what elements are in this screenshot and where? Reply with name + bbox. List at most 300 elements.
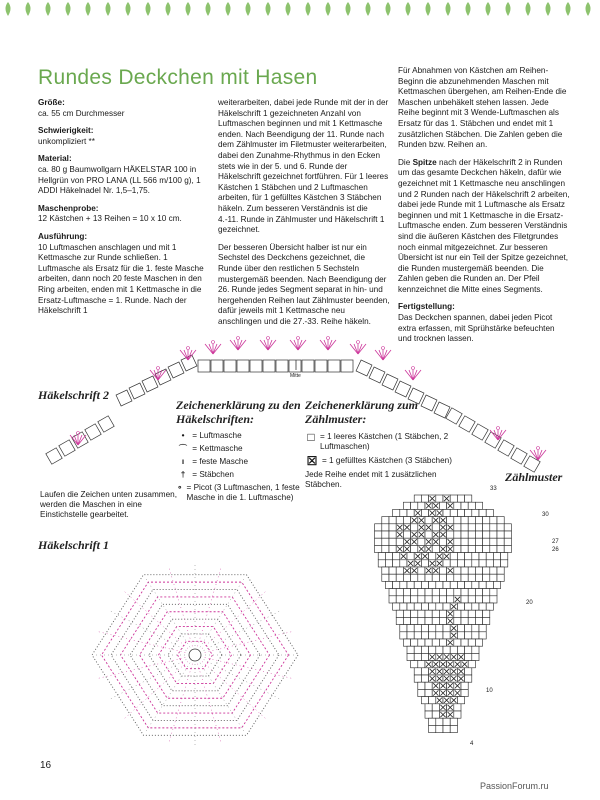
edging-stitch — [294, 340, 298, 350]
grid-cell-empty — [461, 574, 468, 581]
grid-cell-empty — [454, 711, 461, 718]
grid-cell-empty — [483, 596, 490, 603]
grid-cell-empty — [468, 661, 475, 668]
grid-cell-empty — [421, 632, 428, 639]
grid-cell-empty — [475, 517, 482, 524]
leaf-icon — [326, 2, 331, 16]
edging-stitch — [328, 340, 336, 350]
instructions-text-2: weiterarbeiten, dabei jede Runde mit der in der Häkelschrift 1 gezeichneten Anzahl von Luftmaschen beginnen und mit 1 Kettmasche enden. Nach Beendigung der 11. Runde nach dem Zählmuster im Filetmuster weiterarbeiten, dabei den Zunahme-Rhythmus in den Ecken stets wie in der 5. und 6. Runde der Häkelschrift gezeichnet fortführen. Für 1 leeres Kästchen 1 Stäbchen und 2 Luftmaschen arbeiten, für 1 gefülltes Kästchen 3 Stäbchen häkeln. Zum besseren Verständnis ist die 4.-11. Runde in Zählmuster und Häkelschrift 1 gezeichnet. — [218, 98, 389, 235]
grid-cell-empty — [468, 596, 475, 603]
edging-stitch — [405, 370, 413, 380]
grid-cell-empty — [483, 567, 490, 574]
legend2-heading: Zeichenerklärung zum Zählmuster: — [305, 398, 419, 426]
grid-cell-empty — [447, 531, 454, 538]
grid-cell-empty — [457, 603, 464, 610]
grid-cell-empty — [411, 596, 418, 603]
grid-cell-empty — [382, 538, 389, 545]
edging-box — [263, 360, 275, 372]
grid-cell-empty — [461, 545, 468, 552]
edging-stitch — [538, 450, 542, 460]
edging-stitch — [409, 370, 413, 380]
legend1-item: † = Stäbchen — [176, 470, 306, 480]
leaf-icon — [446, 2, 451, 16]
gauge-text: 12 Kästchen + 13 Reihen = 10 x 10 cm. — [38, 214, 182, 224]
grid-cell-empty — [450, 553, 457, 560]
grid-cell-empty — [418, 617, 425, 624]
grid-cell-empty — [472, 553, 479, 560]
grid-cell-empty — [475, 574, 482, 581]
grid-cell-empty — [483, 589, 490, 596]
grid-cell-empty — [421, 509, 428, 516]
edging-stitch — [238, 340, 246, 350]
grid-cell-empty — [439, 567, 446, 574]
legend1-item: ı = feste Masche — [176, 457, 306, 467]
grid-cell-empty — [436, 603, 443, 610]
picot-icon: ∘ — [177, 483, 183, 492]
edging-stitch — [230, 340, 238, 350]
crochet-chart-hexagon — [45, 555, 345, 755]
grid-cell-empty — [450, 646, 457, 653]
grid-cell-empty — [400, 603, 407, 610]
grid-cell-empty — [465, 509, 472, 516]
size-text: ca. 55 cm Durchmesser — [38, 108, 125, 118]
leaf-icon — [166, 2, 171, 16]
grid-cell-empty — [414, 653, 421, 660]
edging-stitch — [264, 340, 268, 350]
grid-cell-empty — [457, 697, 464, 704]
grid-cell-empty — [497, 531, 504, 538]
grid-cell-empty — [425, 574, 432, 581]
crochet-round — [121, 597, 270, 713]
grid-cell-empty — [407, 603, 414, 610]
leaf-icon — [226, 2, 231, 16]
grid-cell-empty — [436, 625, 443, 632]
grid-cell-empty — [439, 610, 446, 617]
grid-cell-empty — [475, 545, 482, 552]
grid-cell-empty — [461, 596, 468, 603]
leaf-icon — [546, 2, 551, 16]
grid-cell-empty — [504, 531, 511, 538]
grid-cell-empty — [403, 610, 410, 617]
grid-cell-empty — [468, 639, 475, 646]
grid-cell-empty — [425, 704, 432, 711]
edging-stitch — [538, 450, 546, 460]
grid-cell-empty — [490, 589, 497, 596]
grid-cell-empty — [418, 502, 425, 509]
grid-cell-empty — [468, 538, 475, 545]
edging-box — [315, 360, 327, 372]
grid-cell-empty — [483, 524, 490, 531]
crochet-spoke — [108, 660, 186, 701]
grid-cell-empty — [465, 675, 472, 682]
grid-cell-empty — [375, 538, 382, 545]
edging-box — [116, 390, 132, 406]
finishing-text: Das Deckchen spannen, dabei jeden Picot extra erfassen, mit Sprühstärke befeuchten und trocknen lassen. — [398, 313, 555, 344]
grid-cell-empty — [393, 560, 400, 567]
grid-cell-empty — [375, 524, 382, 531]
grid-cell-empty — [389, 531, 396, 538]
legend1-item: • = Luftmasche — [176, 431, 306, 441]
leaf-icon — [426, 2, 431, 16]
grid-cell-empty — [421, 581, 428, 588]
grid-cell-empty — [454, 574, 461, 581]
grid-cell-empty — [378, 553, 385, 560]
grid-cell-empty — [432, 704, 439, 711]
picot-icon — [157, 367, 160, 370]
grid-cell-empty — [447, 589, 454, 596]
converging-note: Laufen die Zeichen unten zusammen, werden die Maschen in eine Einstichstelle gearbeitet. — [40, 490, 178, 519]
grid-cell-empty — [483, 617, 490, 624]
grid-cell-empty — [454, 517, 461, 524]
edging-box — [289, 360, 301, 372]
edging-box — [46, 448, 62, 464]
grid-cell-empty — [475, 531, 482, 538]
edging-stitch — [320, 340, 328, 350]
edging-stitch — [154, 370, 158, 380]
grid-cell-empty — [403, 531, 410, 538]
grid-cell-empty — [454, 639, 461, 646]
size-heading: Größe: — [38, 98, 65, 107]
edging-stitch — [238, 340, 242, 350]
grid-cell-empty — [465, 560, 472, 567]
grid-row-label: 27 — [552, 539, 559, 545]
grid-cell-empty — [504, 524, 511, 531]
edging-box — [250, 360, 262, 372]
edging-box — [98, 416, 114, 432]
grid-cell-empty — [493, 553, 500, 560]
page-title: Rundes Deckchen mit Hasen — [38, 66, 318, 89]
grid-cell-empty — [475, 610, 482, 617]
edging-stitch — [213, 344, 221, 354]
instructions-heading: Ausführung: — [38, 231, 88, 241]
grid-cell-empty — [439, 639, 446, 646]
grid-cell-empty — [389, 538, 396, 545]
grid-cell-empty — [486, 560, 493, 567]
grid-cell-empty — [443, 581, 450, 588]
grid-cell-empty — [475, 502, 482, 509]
edging-stitch — [498, 430, 502, 440]
edging-bold: Spitze — [412, 157, 437, 167]
grid-cell-empty — [439, 617, 446, 624]
difficulty-heading: Schwierigkeit: — [38, 126, 94, 136]
grid-cell-empty — [457, 560, 464, 567]
grid-cell-empty — [385, 553, 392, 560]
grid-cell-empty — [468, 502, 475, 509]
edging-box — [198, 360, 210, 372]
grid-cell-empty — [403, 517, 410, 524]
grid-cell-empty — [421, 675, 428, 682]
grid-cell-empty — [465, 668, 472, 675]
grid-cell-empty — [400, 625, 407, 632]
grid-cell-empty — [425, 617, 432, 624]
edging-box — [459, 416, 475, 432]
grid-cell-empty — [439, 589, 446, 596]
grid-cell-empty — [475, 538, 482, 545]
grid-cell-empty — [425, 689, 432, 696]
leaf-icon — [66, 2, 71, 16]
picot-icon — [187, 347, 190, 350]
edging-box — [498, 440, 514, 456]
grid-cell-empty — [421, 603, 428, 610]
edging-box — [142, 376, 158, 392]
legend2-list — [305, 432, 475, 490]
grid-cell-empty — [389, 567, 396, 574]
grid-cell-empty — [461, 682, 468, 689]
leaf-icon — [46, 2, 51, 16]
leaf-icon — [286, 2, 291, 16]
grid-cell-empty — [418, 574, 425, 581]
grid-cell-empty — [400, 509, 407, 516]
grid-cell-empty — [461, 531, 468, 538]
leaf-icon — [126, 2, 131, 16]
grid-cell-empty — [443, 725, 450, 732]
grid-cell-empty — [443, 625, 450, 632]
leaf-icon — [366, 2, 371, 16]
grid-cell-empty — [432, 617, 439, 624]
grid-cell-empty — [483, 517, 490, 524]
counting-chart-grid — [335, 485, 555, 755]
grid-cell-empty — [486, 581, 493, 588]
grid-cell-empty — [465, 553, 472, 560]
grid-cell-empty — [483, 545, 490, 552]
picot-icon — [412, 367, 415, 370]
instructions-text-3: Der besseren Übersicht halber ist nur ein Sechstel des Deckchens gezeichnet, die Runde über den restlichen 5 Sechsteln mustergemäß beenden. Nach Beendigung der 26. Runde jedes Segment separat in hin- und hergehenden Reihen laut Zählmuster beenden, dafür jeweils mit 1 Kettmasche neu anschlingen und die 27.-33. Reihe häkeln. — [218, 242, 390, 326]
grid-cell-empty — [493, 560, 500, 567]
grid-cell-empty — [411, 661, 418, 668]
grid-cell-empty — [393, 603, 400, 610]
picot-icon — [237, 337, 240, 340]
grid-cell-empty — [497, 545, 504, 552]
grid-cell-empty — [432, 524, 439, 531]
grid-cell-empty — [432, 639, 439, 646]
grid-cell-empty — [432, 574, 439, 581]
grid-cell-empty — [414, 632, 421, 639]
grid-cell-empty — [393, 509, 400, 516]
edging-stitch — [78, 435, 82, 445]
grid-cell-empty — [450, 725, 457, 732]
grid-cell-empty — [447, 574, 454, 581]
grid-cell-empty — [450, 581, 457, 588]
empty-square-icon: □ — [307, 430, 315, 444]
grid-cell-empty — [425, 711, 432, 718]
leaf-icon — [86, 2, 91, 16]
grid-cell-empty — [479, 632, 486, 639]
grid-cell-empty — [411, 545, 418, 552]
edging-box — [356, 360, 372, 376]
grid-row-label: 26 — [552, 547, 559, 553]
grid-cell-empty — [468, 610, 475, 617]
grid-cell-empty — [472, 625, 479, 632]
watermark: PassionForum.ru — [480, 781, 549, 791]
grid-cell-empty — [414, 625, 421, 632]
grid-cell-empty — [447, 517, 454, 524]
grid-cell-empty — [447, 596, 454, 603]
column-1 — [38, 98, 210, 324]
column-3 — [398, 66, 570, 352]
grid-cell-empty — [461, 538, 468, 545]
grid-cell-empty — [450, 560, 457, 567]
column-2 — [218, 98, 390, 334]
grid-row-label: 33 — [490, 486, 497, 492]
edging-stitch — [413, 370, 421, 380]
grid-cell-empty — [486, 603, 493, 610]
edging-stitch — [494, 430, 498, 440]
grid-cell-empty — [461, 517, 468, 524]
grid-cell-empty — [425, 639, 432, 646]
grid-cell-empty — [472, 509, 479, 516]
grid-cell-empty — [475, 589, 482, 596]
grid-cell-empty — [501, 553, 508, 560]
grid-cell-empty — [490, 574, 497, 581]
grid-cell-empty — [454, 704, 461, 711]
leaf-icon — [566, 2, 571, 16]
grid-cell-empty — [418, 661, 425, 668]
grid-cell-empty — [414, 603, 421, 610]
crochet-spoke — [200, 663, 245, 733]
grid-cell-empty — [418, 639, 425, 646]
grid-cell-empty — [472, 632, 479, 639]
picot-icon — [357, 341, 360, 344]
grid-cell-empty — [396, 617, 403, 624]
decorative-leaf-border — [0, 0, 600, 22]
grid-cell-empty — [461, 524, 468, 531]
middle-marker-label: Mitte — [290, 373, 301, 379]
grid-cell-empty — [504, 538, 511, 545]
page-number: 16 — [40, 760, 52, 771]
grid-cell-empty — [382, 567, 389, 574]
grid-cell-empty — [472, 560, 479, 567]
grid-cell-empty — [403, 639, 410, 646]
grid-cell-empty — [443, 560, 450, 567]
legend1-heading: Zeichenerklärung zu den Häkelschriften: — [176, 398, 301, 426]
grid-cell-empty — [465, 653, 472, 660]
grid-cell-empty — [425, 589, 432, 596]
grid-cell-empty — [411, 639, 418, 646]
grid-cell-empty — [454, 531, 461, 538]
grid-cell-empty — [418, 610, 425, 617]
edging-stitch — [158, 370, 166, 380]
grid-cell-empty — [468, 567, 475, 574]
grid-cell-empty — [472, 581, 479, 588]
grid-cell-empty — [403, 574, 410, 581]
grid-cell-empty — [429, 581, 436, 588]
grid-cell-empty — [425, 517, 432, 524]
grid-cell-empty — [461, 589, 468, 596]
grid-cell-empty — [479, 625, 486, 632]
grid-cell-empty — [385, 581, 392, 588]
grid-cell-empty — [421, 560, 428, 567]
material-heading: Material: — [38, 154, 72, 164]
leaf-icon — [6, 2, 11, 16]
leaf-icon — [146, 2, 151, 16]
grid-cell-empty — [443, 718, 450, 725]
legend1-item: ⌒ = Kettmasche — [176, 444, 306, 454]
grid-cell-empty — [382, 574, 389, 581]
edging-stitch — [358, 344, 362, 354]
picot-icon — [327, 337, 330, 340]
grid-cell-empty — [497, 567, 504, 574]
grid-cell-empty — [439, 538, 446, 545]
edging-box — [224, 360, 236, 372]
grid-cell-empty — [504, 545, 511, 552]
leaf-icon — [266, 2, 271, 16]
leaf-icon — [386, 2, 391, 16]
grid-cell-empty — [461, 567, 468, 574]
grid-cell-empty — [378, 560, 385, 567]
grid-cell-empty — [385, 560, 392, 567]
grid-cell-empty — [475, 617, 482, 624]
grid-cell-empty — [421, 697, 428, 704]
grid-cell-empty — [465, 646, 472, 653]
grid-cell-empty — [497, 538, 504, 545]
grid-cell-empty — [407, 581, 414, 588]
grid-cell-empty — [457, 553, 464, 560]
grid-cell-empty — [457, 495, 464, 502]
grid-cell-empty — [400, 581, 407, 588]
grid-cell-empty — [497, 517, 504, 524]
leaf-icon — [186, 2, 191, 16]
grid-cell-empty — [425, 531, 432, 538]
grid-cell-empty — [421, 646, 428, 653]
grid-cell-empty — [501, 560, 508, 567]
legend2-note: Jede Reihe endet mit 1 zusätzlichen Stäbchen. — [305, 470, 437, 489]
edging-box — [155, 369, 171, 385]
grid-cell-empty — [465, 632, 472, 639]
crochet-round — [92, 575, 298, 736]
grid-cell-empty — [436, 646, 443, 653]
edging-box — [382, 374, 398, 390]
leaf-icon — [206, 2, 211, 16]
grid-cell-empty — [475, 596, 482, 603]
grid-cell-empty — [418, 589, 425, 596]
grid-cell-empty — [465, 603, 472, 610]
grid-cell-empty — [479, 509, 486, 516]
grid-cell-empty — [421, 625, 428, 632]
instructions-text-4: Für Abnahmen von Kästchen am Reihen-Beginn die abzunehmenden Maschen mit Kettmaschen übergehen, am Reihen-Ende die Maschen unbehäkelt stehen lassen. Jede Reihe beginnt mit 3 Wende-Luftmaschen als Ersatz für das 1. Stäbchen und endet mit 1 zusätzlichen Stäbchen. Die Zahlen geben die Runden bzw. Reihen an. — [398, 66, 567, 150]
grid-cell-empty — [457, 581, 464, 588]
grid-cell-empty — [411, 617, 418, 624]
grid-cell-empty — [375, 531, 382, 538]
edging-stitch — [234, 340, 238, 350]
edging-stitch — [328, 340, 332, 350]
leaf-icon — [486, 2, 491, 16]
grid-cell-empty — [425, 596, 432, 603]
grid-cell-empty — [461, 689, 468, 696]
grid-cell-empty — [483, 574, 490, 581]
grid-cell-empty — [490, 596, 497, 603]
gauge-heading: Maschenprobe: — [38, 203, 99, 213]
edging-box — [302, 360, 314, 372]
edging-stitch — [260, 340, 268, 350]
grid-cell-empty — [436, 725, 443, 732]
grid-cell-empty — [429, 553, 436, 560]
grid-cell-empty — [382, 517, 389, 524]
grid-cell-empty — [490, 538, 497, 545]
leaf-icon — [506, 2, 511, 16]
edging-box — [395, 381, 411, 397]
grid-cell-empty — [468, 531, 475, 538]
grid-cell-empty — [407, 509, 414, 516]
grid-cell-empty — [425, 610, 432, 617]
edging-stitch — [74, 435, 78, 445]
leaf-icon — [306, 2, 311, 16]
grid-cell-empty — [450, 718, 457, 725]
edging-stitch — [383, 350, 387, 360]
edging-paragraph: Die Spitze nach der Häkelschrift 2 in Runden um das gesamte Deckchen häkeln, dafür wie gezeichnet mit 1 Kettmasche neu anschlingen und 2 Runden nach der Häkelschrift 2 arbeiten, dabei jede Runde mit 1 Luftmasche als Ersatz beginnen und mit 1 Kettmasche in die Ersatz-Luftmasche enden. Zum besseren Verständnis sind die äußeren Kästchen des Filetgrundes noch einmal mitgezeichnet. Zur besseren Übersicht ist nur ein Teil der Spitze gezeichnet, die Runden mustergemäß beenden. Die Zahlen geben die Runden an. Der Pfeil kennzeichnet die Mitte eines Segments. — [398, 157, 570, 294]
grid-cell-empty — [472, 653, 479, 660]
edging-stitch — [383, 350, 391, 360]
grid-cell-empty — [407, 553, 414, 560]
